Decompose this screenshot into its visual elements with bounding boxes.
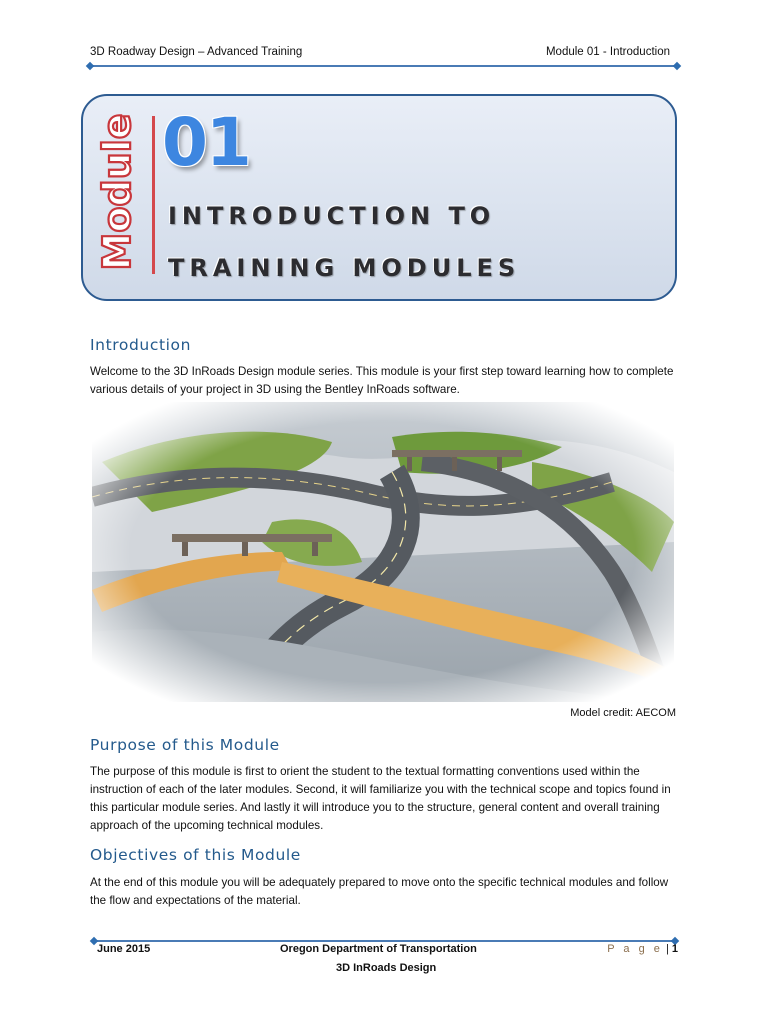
footer-date: June 2015 xyxy=(97,943,151,955)
purpose-heading: Purpose of this Module xyxy=(90,736,280,754)
module-vertical-label xyxy=(86,112,146,272)
banner-divider xyxy=(152,116,155,274)
image-credit: Model credit: AECOM xyxy=(570,707,676,719)
page-number: 1 xyxy=(671,943,678,955)
objectives-text: At the end of this module you will be adequately prepared to move onto the specific technical modules and follow the flow and expectations of the material. xyxy=(90,876,669,907)
page-indicator xyxy=(607,943,678,955)
interchange-rendering xyxy=(92,402,674,702)
header-rule xyxy=(90,65,677,67)
svg-text:Module: Module xyxy=(95,113,139,271)
module-title-line1: INTRODUCTION TO xyxy=(168,202,496,230)
page-separator: | xyxy=(665,943,669,955)
module-title-line2: TRAINING MODULES xyxy=(168,254,521,282)
footer-organization: Oregon Department of Transportation xyxy=(280,943,477,955)
module-number: 01 xyxy=(162,104,250,181)
header-module-title: Module 01 - Introduction xyxy=(545,46,670,58)
page-label: P a g e xyxy=(607,943,663,955)
introduction-heading: Introduction xyxy=(90,336,192,354)
footer-rule xyxy=(94,940,674,942)
objectives-heading: Objectives of this Module xyxy=(90,846,301,864)
introduction-text: Welcome to the 3D InRoads Design module series. This module is your first step toward learning how to complete various details of your project in 3D using the Bentley InRoads software. xyxy=(90,365,674,396)
page-header xyxy=(90,46,680,66)
header-course-title: 3D Roadway Design – Advanced Training xyxy=(90,46,303,58)
purpose-text: The purpose of this module is first to orient the student to the textual formatting conventions used within the instruction of each of the later modules. Second, it will familiarize you with the technical scope and topics found in this particular module series. And lastly it will introduce you to the structure, general content and overall training approach of the upcoming technical modules. xyxy=(90,765,671,832)
footer-subtitle: 3D InRoads Design xyxy=(336,962,437,974)
